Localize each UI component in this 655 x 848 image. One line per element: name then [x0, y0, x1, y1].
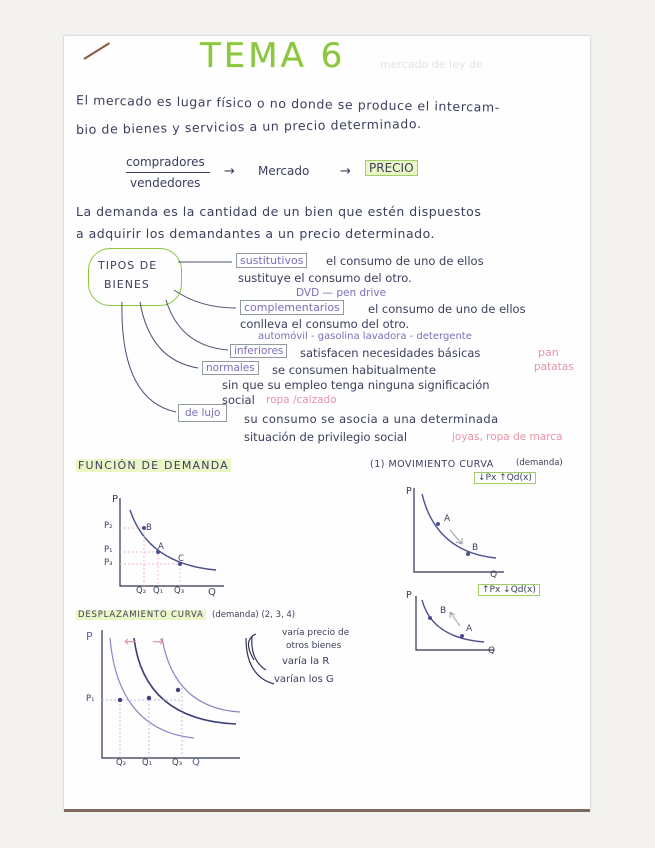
shift-arrows: ← →: [124, 634, 170, 650]
desplazamiento-heading-note: (demanda) (2, 3, 4): [212, 610, 296, 620]
movimiento-point-b: [466, 552, 470, 556]
desplazamiento-p-axis: P: [86, 630, 93, 643]
normales-example-2: ropa /calzado: [266, 394, 337, 406]
desplazamiento-axes: [102, 630, 240, 758]
movimiento-heading: (1) MOVIMIENTO CURVA: [370, 459, 494, 470]
connector-complementarios: [174, 290, 236, 308]
guide-p1: [120, 552, 158, 586]
normales-text-3: social: [222, 393, 255, 407]
tag-inferiores: inferiores: [230, 344, 287, 358]
arrow-to-mercado: →: [224, 164, 235, 179]
arrow-to-precio: →: [340, 164, 351, 179]
connector-lujo: [122, 302, 176, 412]
lujo-text-2: situación de privilegio social: [244, 430, 408, 444]
normales-text-2: sin que su empleo tenga ninguna significación: [222, 378, 490, 392]
movimiento2-label-a: A: [466, 624, 473, 634]
tag-normales: normales: [202, 361, 259, 375]
intro-line-2: bio de bienes y servicios a un precio determinado.: [75, 115, 422, 138]
movimiento-p-axis-1: P: [406, 486, 412, 497]
normales-text-1: se consumen habitualmente: [272, 363, 436, 377]
movimiento-label-a: A: [444, 514, 451, 524]
complementarios-example: automóvil - gasolina lavadora - detergente: [258, 331, 472, 342]
page-title: TEMA 6: [200, 36, 346, 76]
tag-sustitutivos: sustitutivos: [236, 253, 307, 268]
demand-curve-right: [162, 638, 240, 712]
note-1a: varía precio de: [282, 628, 350, 638]
movimiento-axes-1: [414, 488, 504, 572]
intro-line-1: El mercado es lugar físico o no donde se produce el intercam-: [75, 92, 500, 115]
lujo-text-1: su consumo se asocia a una determinada: [244, 412, 499, 426]
movimiento-box-1: ↓Px ↑Qd(x): [474, 472, 536, 484]
guide-p2: [120, 528, 144, 586]
bracket-3: [246, 638, 274, 684]
movimiento-curve-1: [422, 494, 496, 558]
funcion-graph: [100, 490, 230, 600]
demand-curve-center: [134, 638, 236, 724]
precio-box: PRECIO: [365, 160, 418, 176]
inferiores-example: pan: [538, 346, 559, 359]
demanda-line-2: a adquirir los demandantes a un precio determinado.: [76, 226, 435, 241]
sustitutivos-text-2: sustituye el consumo del otro.: [238, 271, 412, 285]
funcion-q2: Q₂: [136, 586, 147, 596]
movimiento-q-axis-1: Q: [490, 570, 498, 580]
vendedores-label: vendedores: [130, 176, 201, 190]
movimiento-arrow-2: [450, 612, 460, 626]
sustitutivos-example: DVD — pen drive: [296, 287, 387, 299]
desplazamiento-heading: DESPLAZAMIENTO CURVA: [78, 610, 204, 620]
complementarios-text-1: el consumo de uno de ellos: [368, 302, 526, 316]
funcion-label-c: C: [178, 554, 184, 564]
funcion-label-b: B: [146, 523, 152, 533]
tipos-label-1: TIPOS DE: [98, 259, 158, 272]
demanda-line-1: La demanda es la cantidad de un bien que estén dispuestos: [76, 204, 482, 219]
bracket-2: [252, 636, 266, 670]
movimiento-point-a: [436, 522, 440, 526]
inferiores-text: satisfacen necesidades básicas: [300, 346, 481, 360]
movimiento-heading-note: (demanda): [516, 458, 563, 468]
movimiento-curve-2: [422, 600, 484, 642]
movimiento2-point-b: [428, 616, 432, 620]
normales-example-1: patatas: [534, 361, 574, 373]
desplazamiento-point-q2: [118, 698, 122, 702]
desplazamiento-graph: [90, 620, 250, 770]
funcion-q3: Q₃: [174, 586, 185, 596]
funcion-p2: P₂: [104, 521, 113, 531]
desplazamiento-q-axis: Q: [192, 757, 200, 768]
tag-lujo: de lujo: [178, 404, 227, 422]
note-1b: otros bienes: [286, 641, 342, 651]
mercado-label: Mercado: [258, 164, 310, 178]
note-2: varía la R: [282, 656, 330, 667]
desplazamiento-q2: Q₂: [116, 758, 127, 768]
desplazamiento-point-q3: [176, 688, 180, 692]
tipos-label-2: BIENES: [104, 278, 150, 291]
lujo-example: joyas, ropa de marca: [452, 431, 563, 443]
desplazamiento-p1: P₁: [86, 694, 95, 704]
movimiento-p-axis-2: P: [406, 590, 412, 601]
movimiento-label-b: B: [472, 543, 479, 553]
funcion-q1: Q₁: [153, 586, 164, 596]
desplazamiento-q1: Q₁: [142, 758, 153, 768]
tag-complementarios: complementarios: [240, 300, 344, 315]
desplazamiento-point-q1: [147, 696, 151, 700]
funcion-q-axis: Q: [208, 587, 216, 598]
bleed-through-text: mercado de ley de: [380, 58, 483, 71]
movimiento2-point-a: [460, 634, 464, 638]
sustitutivos-text-1: el consumo de uno de ellos: [326, 254, 484, 268]
funcion-p-axis: P: [112, 494, 119, 505]
note-3: varían los G: [274, 674, 334, 685]
movimiento-box-2: ↑Px ↓Qd(x): [478, 584, 540, 596]
funcion-p1: P₁: [104, 545, 113, 555]
movimiento-q-axis-2: Q: [488, 646, 496, 656]
movimiento2-label-b: B: [440, 606, 447, 616]
funcion-curve: [130, 510, 216, 570]
funcion-heading: FUNCIÓN DE DEMANDA: [78, 459, 229, 472]
funcion-p3: P₃: [104, 558, 113, 568]
movimiento-graph-1: [400, 480, 510, 580]
movimiento-graph-2: [404, 592, 500, 658]
guide-p3: [120, 564, 180, 586]
complementarios-text-2: conlleva el consumo del otro.: [240, 317, 410, 331]
connector-normales: [140, 302, 198, 368]
funcion-axes: [120, 498, 224, 586]
compradores-label: compradores: [126, 155, 205, 169]
connector-inferiores: [166, 300, 228, 350]
funcion-label-a: A: [158, 542, 164, 552]
desplazamiento-q3: Q₃: [172, 758, 183, 768]
